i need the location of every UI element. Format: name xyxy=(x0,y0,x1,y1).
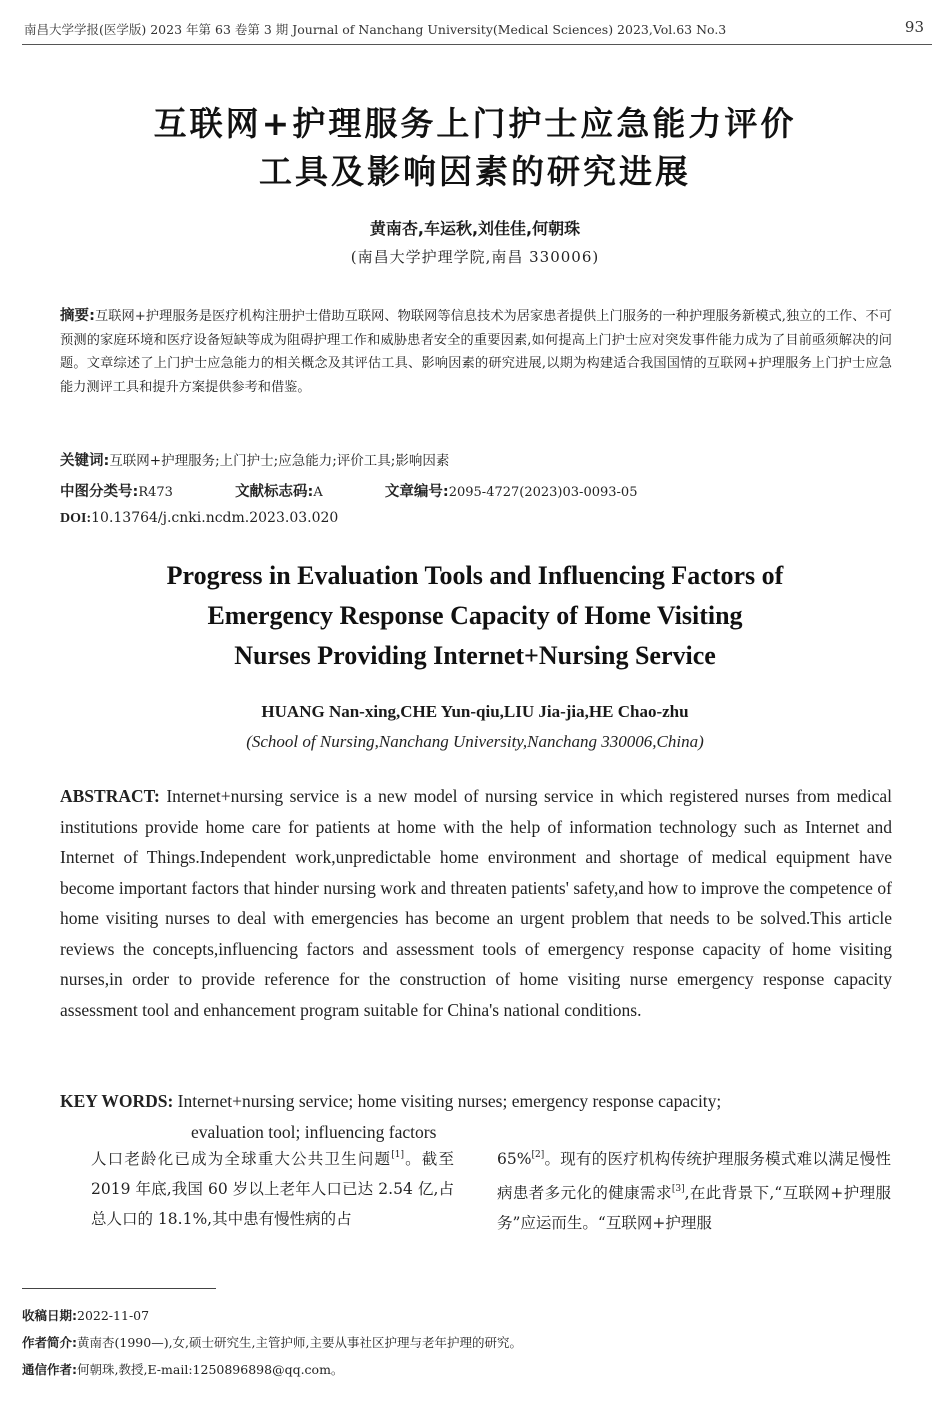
chinese-authors: 黄南杏,车运秋,刘佳佳,何朝珠 xyxy=(369,219,581,238)
doc-code-value: A xyxy=(313,485,323,500)
running-header: 南昌大学学报(医学版) 2023 年第 63 卷第 3 期 Journal of Nanchang University(Medical Sciences) 2023,Vol.63 No.3 xyxy=(24,22,727,37)
chinese-abstract-text: 互联网+护理服务是医疗机构注册护士借助互联网、物联网等信息技术为居家患者提供上门服务的一种护理服务新模式,独立的工作、不可预测的家庭环境和医疗设备短缺等成为阻碍护理工作和威胁患者安全的重要因素,如何提高上门护士应对突发事件能力成为了目前亟须解决的问题。文章综述了上门护士应急能力的相关概念及其评估工具、影响因素的研究进展,以期为构建适合我国国情的互联网+护理服务上门护士应急能力测评工具和提升方案提供参考和借鉴。 xyxy=(60,309,892,395)
english-affiliation: (School of Nursing,Nanchang University,Nanchang 330006,China) xyxy=(246,732,704,751)
chinese-title-line-2: 工具及影响因素的研究进展 xyxy=(259,152,691,191)
footnote-author xyxy=(22,1333,522,1351)
footnote-corresponding xyxy=(22,1360,343,1378)
classification-row xyxy=(60,480,695,501)
chinese-title-line-1: 互联网+护理服务上门护士应急能力评价 xyxy=(153,104,797,143)
english-title-line-1: Progress in Evaluation Tools and Influencing Factors of xyxy=(166,561,784,590)
english-abstract-label: ABSTRACT: xyxy=(60,786,160,806)
english-abstract xyxy=(60,781,892,1025)
citation-1[interactable]: [1] xyxy=(391,1150,404,1160)
chinese-affiliation: (南昌大学护理学院,南昌 330006) xyxy=(350,248,600,266)
citation-2[interactable]: [2] xyxy=(531,1150,545,1160)
page-number: 93 xyxy=(904,18,924,36)
body-right-text-1: 65% xyxy=(497,1150,532,1168)
chinese-abstract xyxy=(60,305,892,399)
author-bio-label: 作者简介: xyxy=(22,1335,77,1350)
english-keywords-line-1: Internet+nursing service; home visiting nurses; emergency response capacity; xyxy=(173,1091,722,1111)
doi-label: DOI: xyxy=(60,511,92,526)
corresponding-value: 何朝珠,教授,E-mail:1250896898@qq.com。 xyxy=(77,1362,344,1377)
doi-value[interactable]: 10.13764/j.cnki.ncdm.2023.03.020 xyxy=(91,510,339,526)
english-keywords-line-2: evaluation tool; influencing factors xyxy=(191,1121,437,1142)
received-label: 收稿日期: xyxy=(22,1308,77,1323)
clc-label: 中图分类号: xyxy=(60,484,139,500)
body-right-text-3: ,在此背景下,“互联网+护理服务”应运而生。“互联网+护理服 xyxy=(497,1184,891,1232)
english-keywords-label: KEY WORDS: xyxy=(60,1091,174,1111)
english-authors: HUANG Nan-xing,CHE Yun-qiu,LIU Jia-jia,HE Chao-zhu xyxy=(261,702,689,721)
footnote-divider xyxy=(22,1288,216,1289)
doc-code-label: 文献标志码: xyxy=(235,484,314,500)
article-no-label: 文章编号: xyxy=(384,484,449,500)
citation-3[interactable]: [3] xyxy=(671,1184,685,1194)
chinese-keywords xyxy=(60,449,449,470)
doi-line xyxy=(60,510,338,527)
english-title-line-3: Nurses Providing Internet+Nursing Service xyxy=(234,641,716,670)
article-no-value: 2095-4727(2023)03-0093-05 xyxy=(448,485,638,500)
footnote-received xyxy=(22,1306,149,1324)
chinese-abstract-label: 摘要: xyxy=(60,308,95,324)
english-title xyxy=(0,556,950,676)
body-left-text-1: 人口老龄化已成为全球重大公共卫生问题 xyxy=(91,1150,392,1168)
chinese-keywords-label: 关键词: xyxy=(60,453,110,469)
body-left-text-2: 。截至 2019 年底,我国 60 岁以上老年人口已达 2.54 亿,占总人口的 18.1%,其中患有慢性病的占 xyxy=(91,1150,454,1228)
received-value: 2022-11-07 xyxy=(77,1308,150,1323)
author-bio-value: 黄南杏(1990—),女,硕士研究生,主管护师,主要从事社区护理与老年护理的研究。 xyxy=(77,1335,522,1350)
chinese-keywords-text: 互联网+护理服务;上门护士;应急能力;评价工具;影响因素 xyxy=(109,453,450,469)
body-column-left xyxy=(60,1140,454,1234)
clc-value: R473 xyxy=(138,485,173,500)
corresponding-label: 通信作者: xyxy=(22,1362,77,1377)
body-right-text-2: 。现有的医疗机构传统护理服务模式难以满足慢性病患者多元化的健康需求 xyxy=(497,1150,891,1202)
body-column-right xyxy=(497,1140,891,1238)
english-abstract-text: Internet+nursing service is a new model of nursing service in which registered nurses from medical institutions provide home care for patients at home with the help of information technology such as Internet and Internet of Things.Independent work,unpredictable home environment and shortage of medical equipment have become important factors that hinder nursing work and threaten patients' safety,and how to improve the competence of home visiting nurses to deal with emergencies has become an urgent problem that needs to be solved.This article reviews the concepts,influencing factors and assessment tools of emergency response capacity of home visiting nurses,in order to provide reference for the construction of home visiting nurse emergency response capacity assessment tool and enhancement program suitable for China's national conditions. xyxy=(60,786,892,1020)
english-keywords xyxy=(60,1086,892,1147)
english-title-line-2: Emergency Response Capacity of Home Visiting xyxy=(207,601,743,630)
header-divider xyxy=(22,44,932,45)
